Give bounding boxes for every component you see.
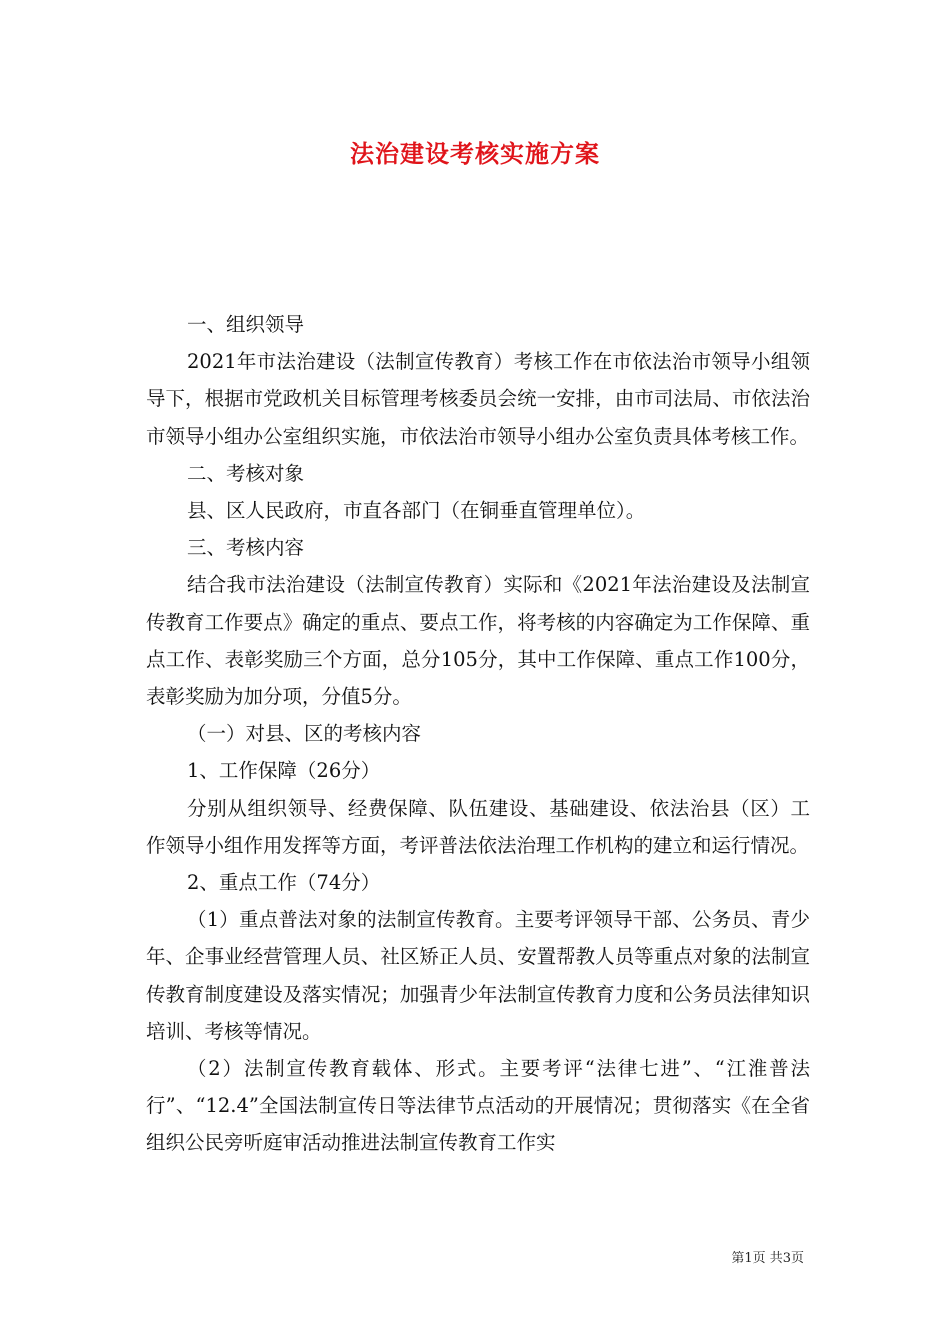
paragraph: 县、区人民政府，市直各部门（在铜垂直管理单位）。	[187, 499, 646, 523]
section-heading-content: 三、考核内容	[187, 536, 305, 560]
paragraph: （1）重点普法对象的法制宣传教育。主要考评领导干部、公务员、青少年、企事业经营管理人员、社区矫正人员、安置帮教人员等重点对象的法制宣传教育制度建设及落实情况；加强青少年法制宣传教育力度和公务员法律知识培训、考核等情况。	[146, 908, 810, 1043]
page-number: 第1页 共3页	[731, 1251, 804, 1266]
section-heading-leadership: 一、组织领导	[187, 313, 305, 336]
item-heading: 2、重点工作（74分）	[187, 871, 381, 895]
section-heading-targets: 二、考核对象	[187, 461, 305, 485]
paragraph: 2021年市法治建设（法制宣传教育）考核工作在市依法治市领导小组领导下，根据市党政机关目标管理考核委员会统一安排，由市司法局、市依法治市领导小组办公室组织实施，市依法治市领导小组办公室负责具体考核工作。	[146, 350, 810, 448]
item-heading: 1、工作保障（26分）	[187, 759, 381, 783]
document-body	[146, 306, 810, 1162]
paragraph: （2）法制宣传教育载体、形式。主要考评“法律七进”、“江淮普法行”、“12.4”全国法制宣传日等法律节点活动的开展情况；贯彻落实《在全省组织公民旁听庭审活动推进法制宣传教育工作实	[146, 1057, 810, 1155]
subsection-heading: （一）对县、区的考核内容	[187, 722, 422, 746]
paragraph: 分别从组织领导、经费保障、队伍建设、基础建设、依法治县（区）工作领导小组作用发挥等方面，考评普法依法治理工作机构的建立和运行情况。	[146, 796, 810, 857]
paragraph: 结合我市法治建设（法制宣传教育）实际和《2021年法治建设及法制宣传教育工作要点》确定的重点、要点工作，将考核的内容确定为工作保障、重点工作、表彰奖励三个方面，总分105分，其中工作保障、重点工作100分，表彰奖励为加分项，分值5分。	[146, 573, 810, 709]
document-title: 法治建设考核实施方案	[350, 139, 600, 168]
